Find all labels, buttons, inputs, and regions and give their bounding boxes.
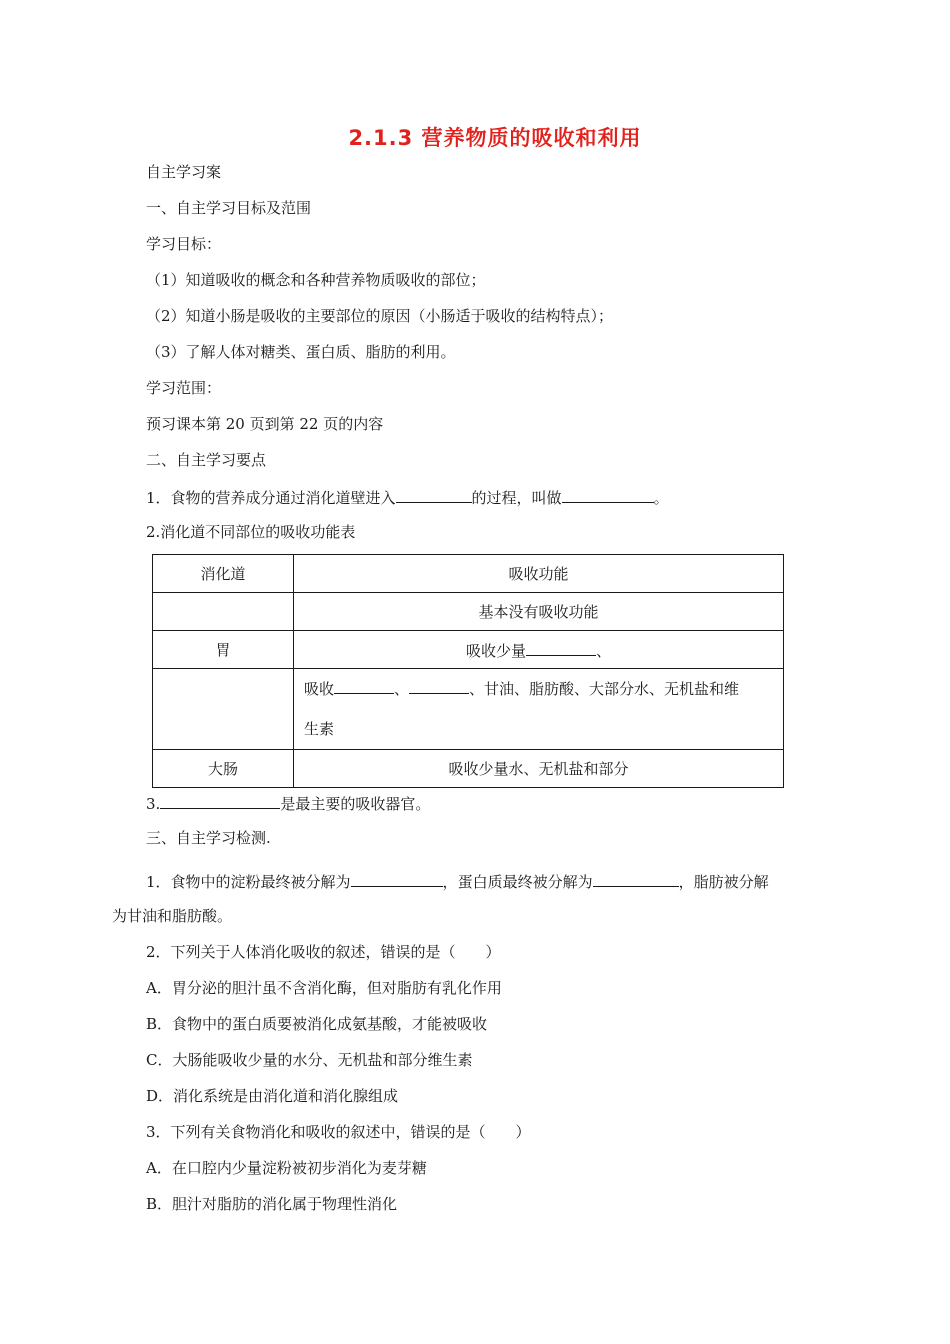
question-text: 的过程，叫做 [471,489,562,507]
part3-question-1-continued: 为甘油和脂肪酸。 [112,907,233,925]
table-cell: 胃 [153,631,294,669]
question-text: 。 [653,489,669,507]
question-text: 1．食物的营养成分通过消化道壁进入 [146,489,396,507]
answer-blank[interactable] [396,486,472,503]
answer-blank[interactable] [526,639,596,656]
goal-label: 学习目标： [146,235,222,253]
q2-option-c[interactable]: C．大肠能吸收少量的水分、无机盐和部分维生素 [146,1051,473,1069]
table-row [153,669,784,750]
table-row [153,631,784,669]
cell-text: 、 [394,680,410,698]
q3-option-b[interactable]: B．胆汁对脂肪的消化属于物理性消化 [146,1195,398,1213]
table-cell[interactable] [153,669,294,750]
cell-text: 吸收 [304,680,335,698]
question-text: ， [442,873,458,891]
answer-blank[interactable] [593,870,679,887]
table-cell [294,631,784,669]
part2-question-1 [146,486,669,508]
scope-label: 学习范围： [146,379,222,397]
table-cell: 吸收功能 [294,555,784,593]
question-text: 1．食物中的淀粉最终被分解为 [146,873,351,891]
question-text: 是最主要的吸收器官。 [280,795,431,813]
answer-blank[interactable] [562,486,654,503]
table-row [153,750,784,788]
answer-blank[interactable] [160,792,280,809]
page-title: 2.1.3 营养物质的吸收和利用 [348,126,642,150]
answer-blank[interactable] [351,870,443,887]
question-text: 3. [146,795,161,813]
table-cell: 基本没有吸收功能 [294,593,784,631]
cell-text: 生素 [304,720,335,738]
q3-option-a[interactable]: A．在口腔内少量淀粉被初步消化为麦芽糖 [146,1159,427,1177]
table-row [153,593,784,631]
table-cell [294,669,784,750]
scope-text: 预习课本第 20 页到第 22 页的内容 [146,415,384,433]
goal-item-3: （3）了解人体对糖类、蛋白质、脂肪的利用。 [146,343,456,361]
table-cell: 大肠 [153,750,294,788]
part2-question-2: 2.消化道不同部位的吸收功能表 [146,523,356,541]
cell-text: 、甘油、脂肪酸、大部分水、无机盐和维 [469,680,740,698]
goal-item-2: （2）知道小肠是吸收的主要部位的原因（小肠适于吸收的结构特点）； [146,307,614,325]
table-cell: 吸收少量水、无机盐和部分 [294,750,784,788]
answer-blank[interactable] [409,677,469,694]
answer-blank[interactable] [334,677,394,694]
table-row [153,555,784,593]
part3-question-2: 2．下列关于人体消化吸收的叙述，错误的是（ ） [146,943,501,961]
question-text: 蛋白质最终被分解为 [457,873,593,891]
table-cell[interactable] [153,593,294,631]
q2-option-b[interactable]: B．食物中的蛋白质要被消化成氨基酸，才能被吸收 [146,1015,488,1033]
part3-question-3: 3．下列有关食物消化和吸收的叙述中，错误的是（ ） [146,1123,531,1141]
table-cell: 消化道 [153,555,294,593]
part2-question-3 [146,792,430,814]
cell-text: 吸收少量 [465,641,526,660]
part3-question-1 [146,864,836,900]
part2-heading: 二、自主学习要点 [146,451,267,469]
question-text: ，脂肪被分解 [678,873,769,891]
q2-option-a[interactable]: A．胃分泌的胆汁虽不含消化酶，但对脂肪有乳化作用 [146,979,502,997]
part3-heading: 三、自主学习检测. [146,829,271,847]
goal-item-1: （1）知道吸收的概念和各种营养物质吸收的部位； [146,271,486,289]
cell-text: 、 [596,641,612,660]
absorption-table [152,554,784,788]
q2-option-d[interactable]: D．消化系统是由消化道和消化腺组成 [146,1087,399,1105]
part1-heading: 一、自主学习目标及范围 [146,199,312,217]
section-label: 自主学习案 [146,163,222,181]
